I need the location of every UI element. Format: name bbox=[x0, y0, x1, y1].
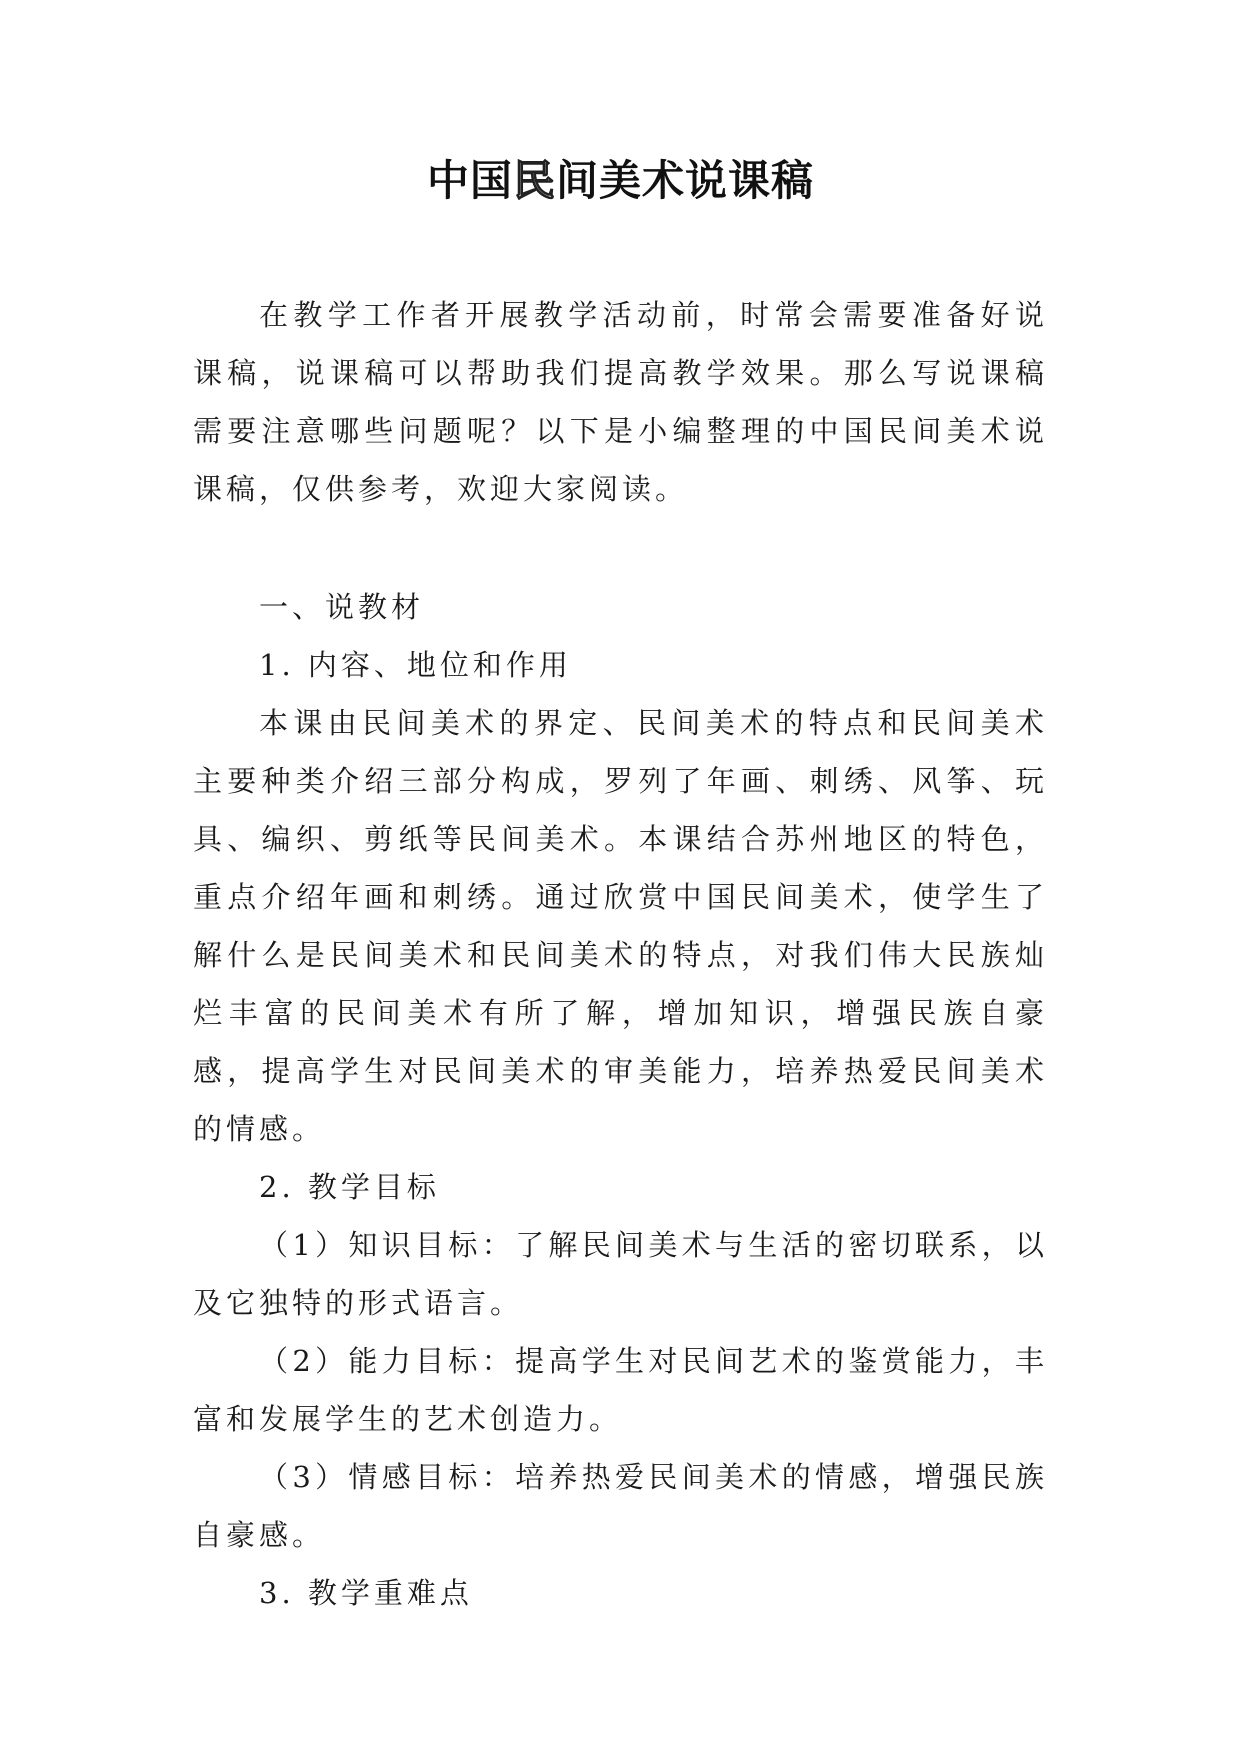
goal-emotion: （3）情感目标：培养热爱民间美术的情感，增强民族自豪感。 bbox=[193, 1460, 1048, 1552]
subheading-content-position-role: 1. 内容、地位和作用 bbox=[259, 648, 572, 682]
subheading-key-difficulties: 3. 教学重难点 bbox=[259, 1576, 473, 1610]
subheading-teaching-goals: 2. 教学目标 bbox=[259, 1170, 440, 1204]
content-section bbox=[193, 578, 1048, 1622]
title-part-1: 中国 bbox=[426, 156, 513, 205]
document-title bbox=[0, 148, 1241, 214]
paragraph-content-description: 本课由民间美术的界定、民间美术的特点和民间美术主要种类介绍三部分构成，罗列了年画、刺绣、风筝、玩具、编织、剪纸等民间美术。本课结合苏州地区的特色，重点介绍年画和刺绣。通过欣赏中国民间美术，使学生了解什么是民间美术和民间美术的特点，对我们伟大民族灿烂丰富的民间美术有所了解，增加知识，增强民族自豪感，提高学生对民间美术的审美能力，培养热爱民间美术的情感。 bbox=[193, 706, 1048, 1146]
title-part-3: 间美术说课稿 bbox=[556, 156, 815, 205]
title-part-2-outlined: 民 bbox=[512, 156, 556, 205]
goal-ability: （2）能力目标：提高学生对民间艺术的鉴赏能力，丰富和发展学生的艺术创造力。 bbox=[193, 1344, 1048, 1436]
goal-knowledge: （1）知识目标：了解民间美术与生活的密切联系，以及它独特的形式语言。 bbox=[193, 1228, 1048, 1320]
intro-paragraph: 在教学工作者开展教学活动前，时常会需要准备好说课稿，说课稿可以帮助我们提高教学效果。那么写说课稿需要注意哪些问题呢？以下是小编整理的中国民间美术说课稿，仅供参考，欢迎大家阅读。 bbox=[193, 298, 1048, 506]
section-heading-teaching-material: 一、说教材 bbox=[259, 590, 425, 624]
intro-section bbox=[193, 286, 1048, 518]
